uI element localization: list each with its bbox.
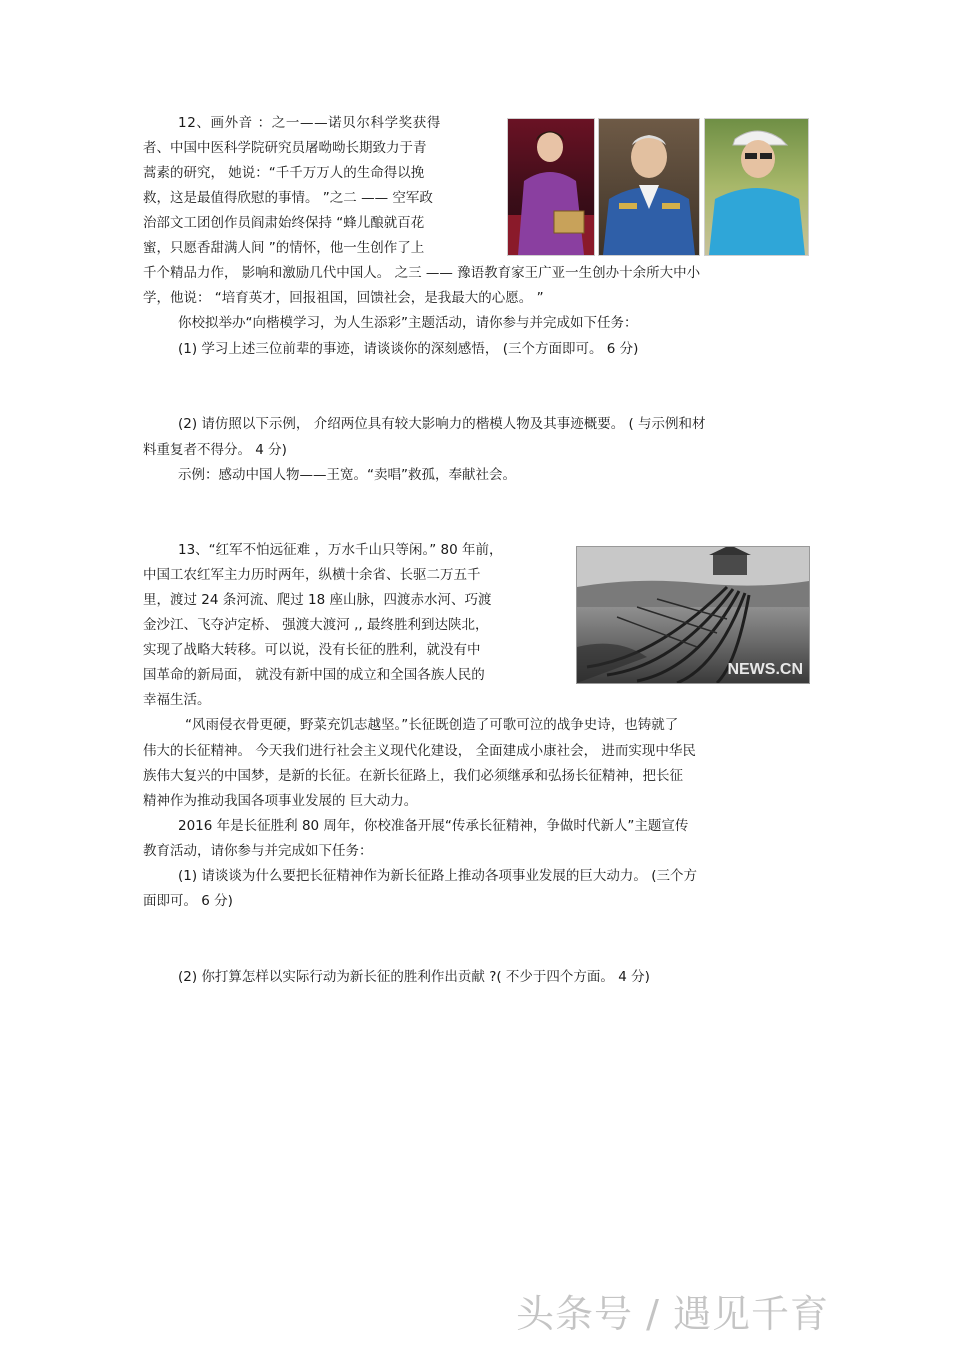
q12-line: 你校拟举办“向楷模学习，为人生添彩”主题活动，请你参与并完成如下任务： xyxy=(178,315,638,331)
q13-task-1: (1) 请谈谈为什么要把长征精神作为新长征路上推动各项事业发展的巨大动力。 (三个方 xyxy=(178,868,697,884)
photo-luding-bridge xyxy=(576,546,810,684)
photo-wang-guangya xyxy=(704,118,809,256)
q12-line: 治部文工团创作员阎肃始终保持 “蜂儿酿就百花 xyxy=(143,215,425,231)
q12-example: 示例：感动中国人物——王宽。“卖唱”救孤，奉献社会。 xyxy=(178,467,516,483)
q13-line: 实现了战略大转移。可以说，没有长征的胜利，就没有中 xyxy=(143,642,481,658)
q12-line: 蒿素的研究， 她说：“千千万万人的生命得以挽 xyxy=(143,165,425,181)
q13-line: 2016 年是长征胜利 80 周年，你校准备开展“传承长征精神，争做时代新人”主题宣传 xyxy=(178,818,689,834)
q12-line: 料重复者不得分。 4 分) xyxy=(143,442,287,458)
q13-line: 中国工农红军主力历时两年，纵横十余省、长驱二万五千 xyxy=(143,567,481,583)
q12-line: 蜜，只愿香甜满人间 ”的情怀，他一生创作了上 xyxy=(143,240,425,256)
q13-line: 国革命的新局面， 就没有新中国的成立和全国各族人民的 xyxy=(143,667,485,683)
footer-watermark: 头条号 / 遇见千育 xyxy=(516,1292,829,1336)
q12-task-1: (1) 学习上述三位前辈的事迹，请谈谈你的深刻感悟， (三个方面即可。 6 分) xyxy=(178,341,639,357)
photo-watermark: NEWS.CN xyxy=(727,661,803,678)
photo-yan-su xyxy=(598,118,700,256)
photo-tu-youyou xyxy=(507,118,595,256)
q13-line: 里，渡过 24 条河流、爬过 18 座山脉，四渡赤水河、巧渡 xyxy=(143,592,492,608)
q12-line: 12、画外音 ：之一——诺贝尔科学奖获得 xyxy=(178,115,441,131)
q13-line: 伟大的长征精神。 今天我们进行社会主义现代化建设， 全面建成小康社会， 进而实现中华民 xyxy=(143,743,696,759)
q12-task-2: (2) 请仿照以下示例， 介绍两位具有较大影响力的楷模人物及其事迹概要。 ( 与示例和材 xyxy=(178,416,706,432)
q13-line: 面即可。 6 分) xyxy=(143,893,233,909)
q13-line: 13、“红军不怕远征难 ，万水千山只等闲。” 80 年前， xyxy=(178,542,503,558)
q13-line: 幸福生活。 xyxy=(143,692,211,708)
q13-line: 金沙江、飞夺泸定桥、 强渡大渡河 ,, 最终胜利到达陕北， xyxy=(143,617,489,633)
q12-line: 者、中国中医科学院研究员屠呦呦长期致力于青 xyxy=(143,140,427,156)
q13-line: 教育活动，请你参与并完成如下任务： xyxy=(143,843,373,859)
q13-line: 族伟大复兴的中国梦，是新的长征。在新长征路上，我们必须继承和弘扬长征精神，把长征 xyxy=(143,768,683,784)
q13-line: “风雨侵衣骨更硬，野菜充饥志越坚。”长征既创造了可歌可泣的战争史诗，也铸就了 xyxy=(185,717,679,733)
q12-line: 千个精品力作， 影响和激励几代中国人。 之三 —— 豫语教育家王广亚一生创办十余所大中小 xyxy=(143,265,701,281)
q12-line: 学，他说： “培育英才，回报祖国，回馈社会，是我最大的心愿。 ” xyxy=(143,290,544,306)
q13-task-2: (2) 你打算怎样以实际行动为新长征的胜利作出贡献 ?( 不少于四个方面。 4 分) xyxy=(178,969,650,985)
q12-line: 救，这是最值得欣慰的事情。 ”之二 —— 空军政 xyxy=(143,190,433,206)
q13-line: 精神作为推动我国各项事业发展的 巨大动力。 xyxy=(143,793,418,809)
